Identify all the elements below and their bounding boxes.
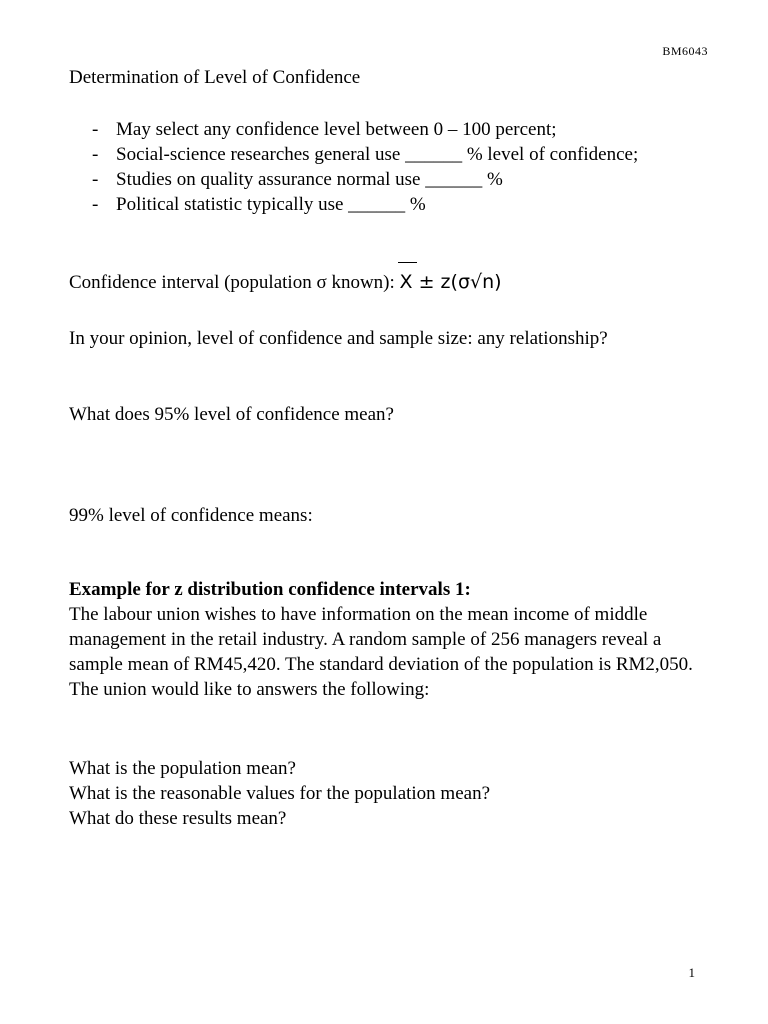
bullet-marker: - [92,169,99,190]
bullet-text: Social-science researches general use ______ % level of confidence; [116,144,639,165]
section-title: Determination of Level of Confidence [69,67,361,88]
x-bar-symbol: X [400,271,413,293]
bullet-marker: - [92,144,99,165]
example-questions [69,756,709,831]
formula-rest: ± z(σ√n) [412,271,502,293]
confidence-interval-line [69,271,502,294]
bullet-text: Studies on quality assurance normal use ______ % [116,169,503,190]
question-relationship: In your opinion, level of confidence and sample size: any relationship? [69,328,608,349]
bullet-list [92,117,692,217]
example-heading: Example for z distribution confidence intervals 1: [69,579,471,600]
bullet-text: May select any confidence level between 0 – 100 percent; [116,119,557,140]
bullet-marker: - [92,119,99,140]
example-body: The labour union wishes to have information on the mean income of middle management in the retail industry. A random sample of 256 managers reveal a sample mean of RM45,420. The standard deviation of the population is RM2,050. The union would like to answers the following: [69,604,693,700]
question-99-meaning: 99% level of confidence means: [69,505,313,526]
page-number: 1 [688,965,695,980]
example-question: What do these results mean? [69,808,287,829]
list-item [92,142,692,167]
bullet-marker: - [92,194,99,215]
confidence-interval-formula [400,271,502,293]
list-item [92,117,692,142]
list-item [92,192,692,217]
course-code: BM6043 [662,44,708,58]
question-95-meaning: What does 95% level of confidence mean? [69,404,394,425]
overbar [398,262,417,263]
bullet-text: Political statistic typically use ______ % [116,194,426,215]
confidence-interval-label: Confidence interval (population σ known): [69,272,400,293]
example-question: What is the reasonable values for the population mean? [69,783,491,804]
list-item [92,167,692,192]
example-question: What is the population mean? [69,758,296,779]
